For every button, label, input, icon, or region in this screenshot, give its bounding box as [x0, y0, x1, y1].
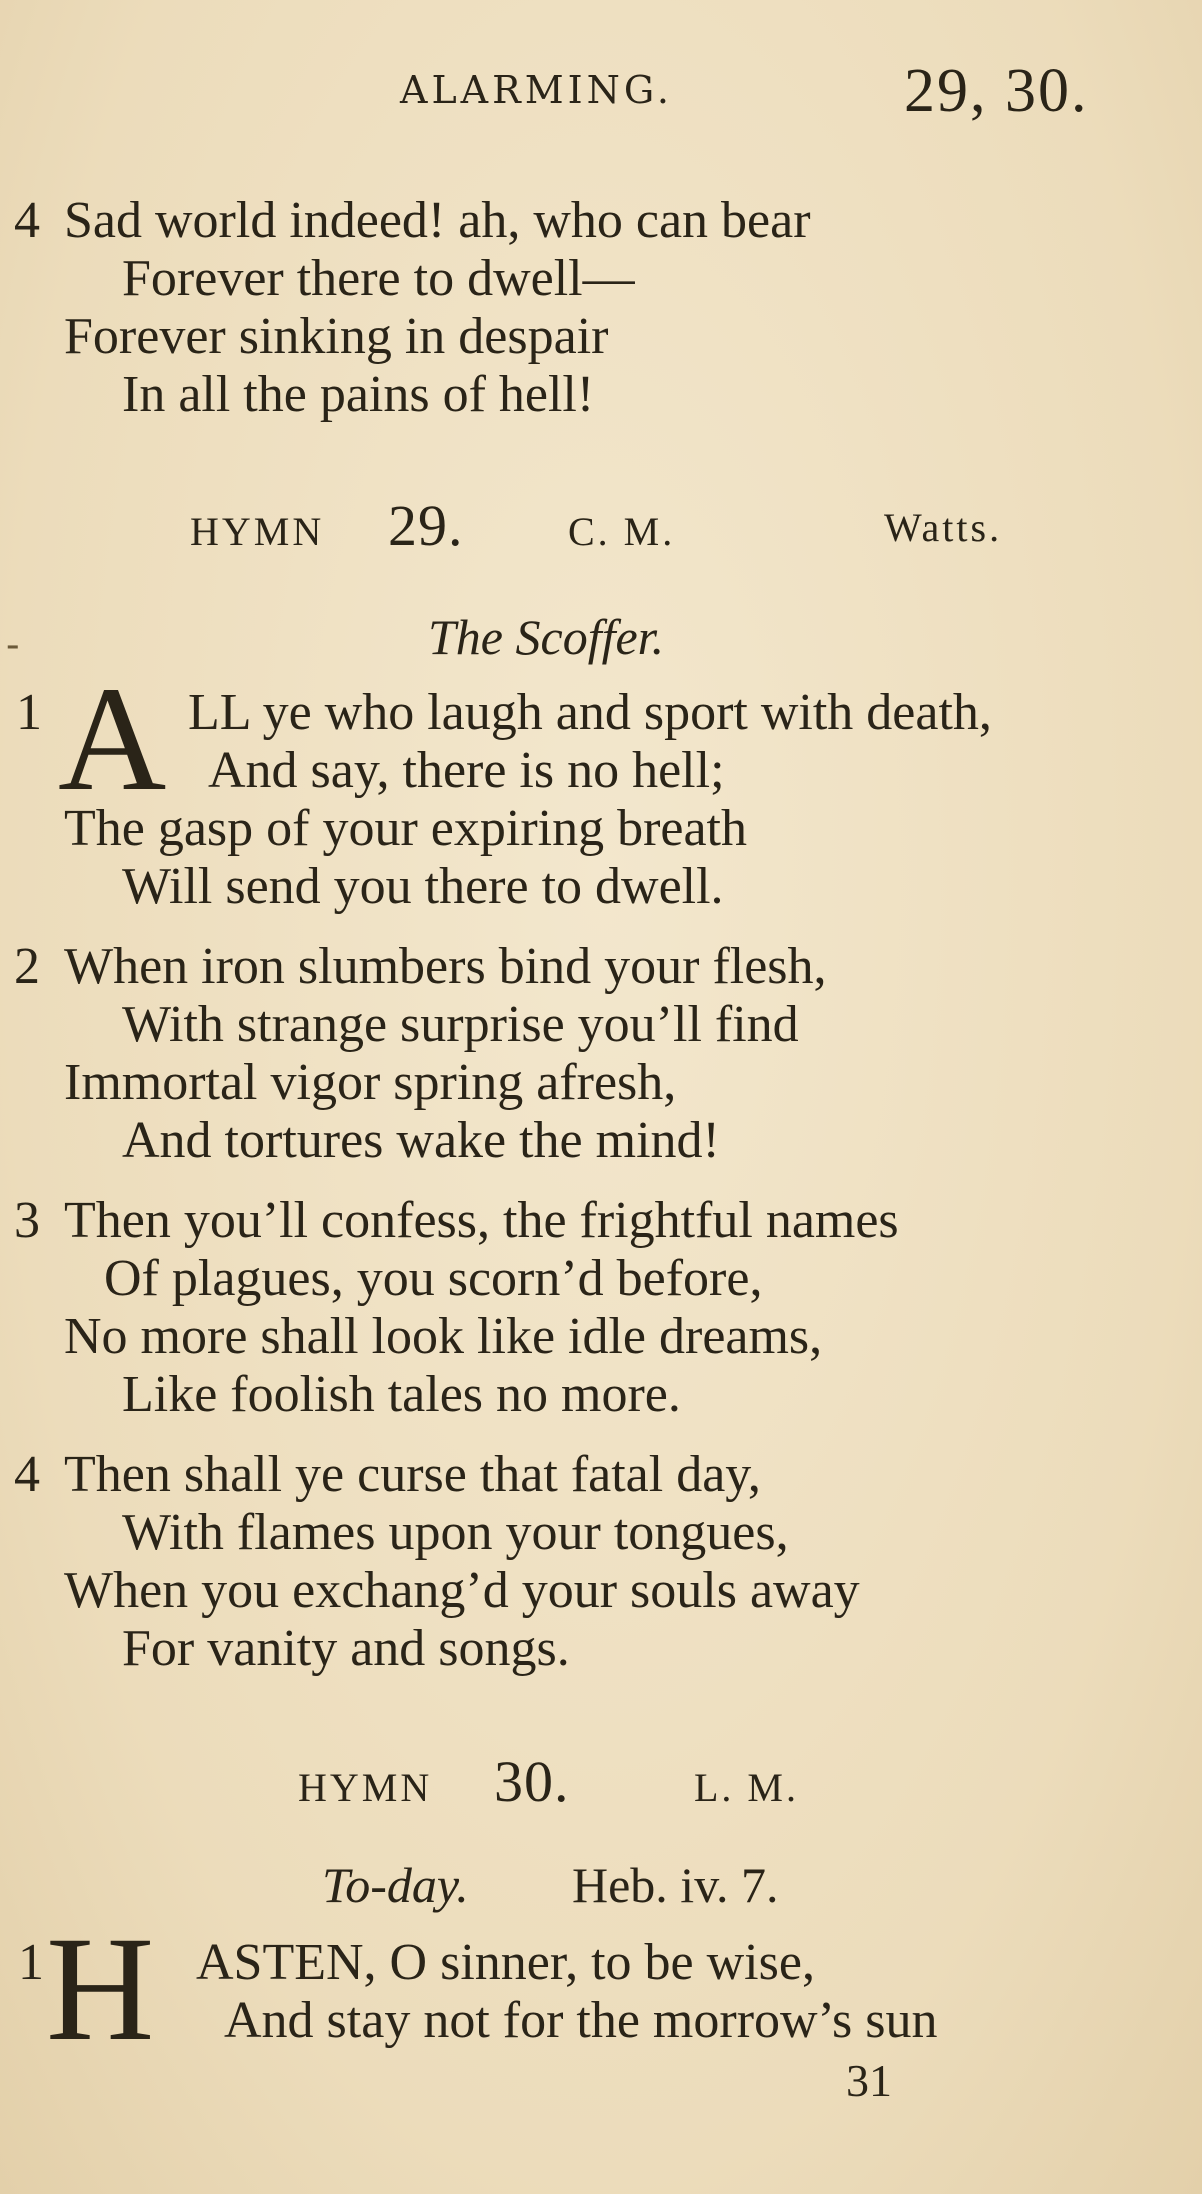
verse-line: Like foolish tales no more.: [122, 1366, 681, 1423]
verse-line: When iron slumbers bind your flesh,: [64, 938, 827, 995]
verse-line: Then you’ll confess, the frightful names: [64, 1192, 899, 1249]
verse-number: 4: [14, 192, 40, 249]
hymn-label: HYMN: [298, 1765, 433, 1810]
verse-line: The gasp of your expiring breath: [64, 800, 748, 857]
hymn-label: HYMN: [190, 509, 325, 554]
printer-mark: -: [6, 622, 20, 668]
verse-line: And say, there is no hell;: [208, 742, 725, 799]
verse-line: When you exchang’d your souls away: [64, 1562, 860, 1619]
page-numbers: 29, 30.: [904, 57, 1089, 125]
hymn-meter: C. M.: [568, 509, 676, 554]
verse-line: No more shall look like idle dreams,: [64, 1308, 823, 1365]
verse-line: Forever there to dwell—: [122, 250, 635, 307]
hymn-meter: L. M.: [694, 1765, 799, 1810]
running-title: ALARMING.: [400, 68, 673, 112]
verse-line: For vanity and songs.: [122, 1620, 570, 1677]
verse-number: 4: [14, 1446, 40, 1503]
verse-line: ASTEN, O sinner, to be wise,: [196, 1934, 815, 1991]
verse-number: 2: [14, 938, 40, 995]
verse-line: In all the pains of hell!: [122, 366, 595, 423]
drop-cap: H: [46, 1906, 155, 2072]
drop-cap: A: [58, 656, 167, 822]
signature-mark: 31: [846, 2055, 892, 2106]
hymn-number: 29.: [388, 493, 464, 558]
verse-line: Of plagues, you scorn’d before,: [104, 1250, 763, 1307]
hymn-subtitle: To-day.: [322, 1857, 469, 1913]
verse-line: LL ye who laugh and sport with death,: [188, 684, 992, 741]
verse-line: Forever sinking in despair: [64, 308, 609, 365]
hymn-author: Watts.: [884, 505, 1003, 550]
verse-number: 1: [16, 684, 42, 741]
verse-line: With flames upon your tongues,: [122, 1504, 789, 1561]
verse-line: And tortures wake the mind!: [122, 1112, 720, 1169]
verse-line: And stay not for the morrow’s sun: [224, 1992, 938, 2049]
verse-number: 3: [14, 1192, 40, 1249]
verse-line: Will send you there to dwell.: [122, 858, 724, 915]
verse-line: Sad world indeed! ah, who can bear: [64, 192, 811, 249]
hymn-subtitle: The Scoffer.: [428, 609, 665, 665]
verse-number: 1: [18, 1934, 44, 1991]
verse-line: Then shall ye curse that fatal day,: [64, 1446, 761, 1503]
verse-line: Immortal vigor spring afresh,: [64, 1054, 677, 1111]
scripture-reference: Heb. iv. 7.: [572, 1857, 779, 1913]
hymn-number: 30.: [494, 1749, 570, 1814]
verse-line: With strange surprise you’ll find: [122, 996, 799, 1053]
